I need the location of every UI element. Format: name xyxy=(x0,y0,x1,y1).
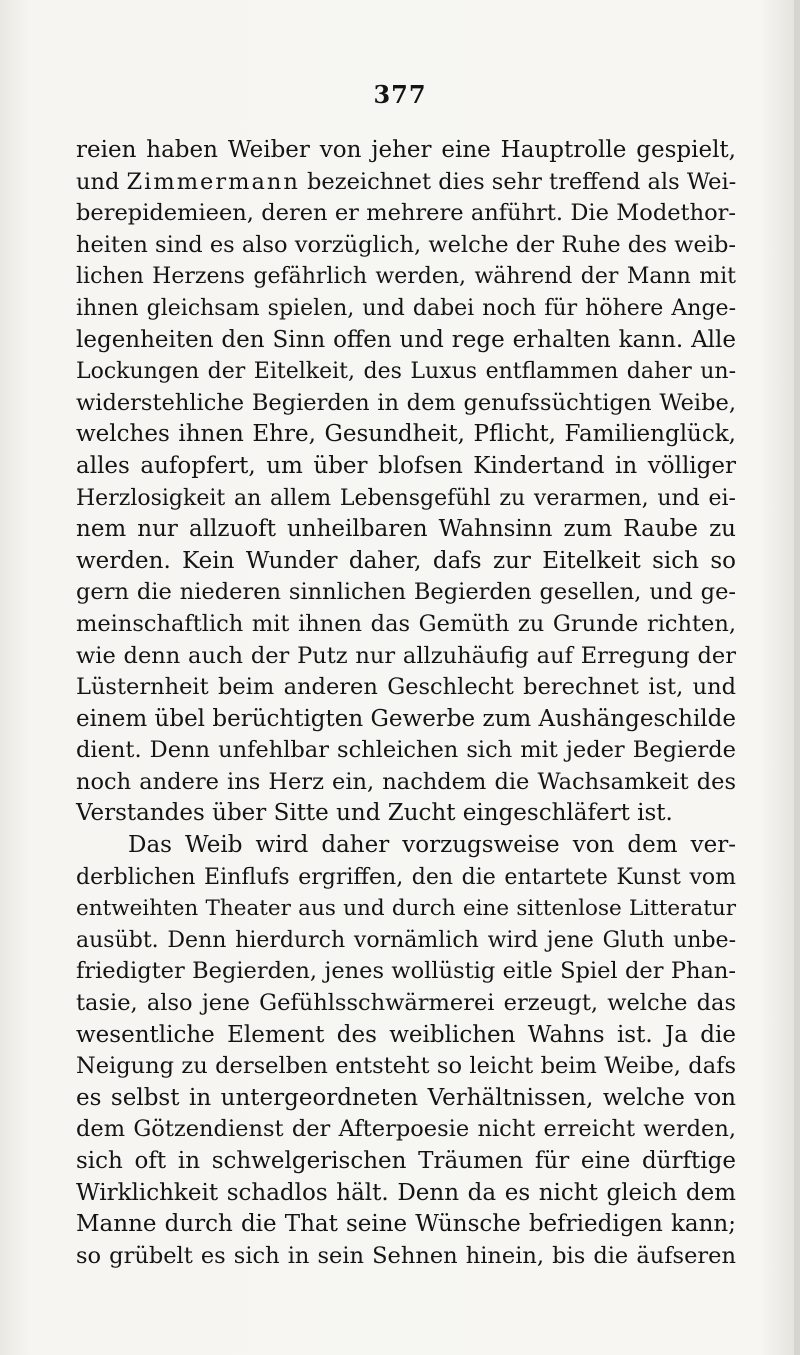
text-run: bezeichnet dies sehr treffend als Wei- xyxy=(299,168,737,195)
page-number: 377 xyxy=(373,80,427,109)
text-line: ausübt. Denn hierdurch vornämlich wird jene Gluth unbe- xyxy=(76,927,736,953)
text-line: heiten sind es also vorzüglich, welche der Ruhe des weib- xyxy=(76,231,736,258)
text-line: entweihten Theater aus und durch eine sittenlose Litteratur xyxy=(76,896,736,922)
text-line: wesentliche Element des weiblichen Wahns ist. Ja die xyxy=(76,1021,736,1048)
paragraph-start-line: Das Weib wird daher vorzugsweise von dem ver- xyxy=(128,832,736,859)
text-line: legenheiten den Sinn offen und rege erhalten kann. Alle xyxy=(76,326,736,353)
text-line: derblichen Einflufs ergriffen, den die entartete Kunst vom xyxy=(76,864,736,890)
text-line: dem Götzendienst der Afterpoesie nicht erreicht werden, xyxy=(76,1116,736,1143)
text-line: wie denn auch der Putz nur allzuhäufig auf Erregung der xyxy=(76,642,736,669)
text-line: es selbst in untergeordneten Verhältnissen, welche von xyxy=(76,1084,736,1111)
text-run: und xyxy=(76,168,127,195)
text-line: meinschaftlich mit ihnen das Gemüth zu Grunde richten, xyxy=(76,610,736,637)
text-line: alles aufopfert, um über blofsen Kindertand in völliger xyxy=(76,452,736,479)
text-line: widerstehliche Begierden in dem genufssüchtigen Weibe, xyxy=(76,389,736,416)
text-line: welches ihnen Ehre, Gesundheit, Pflicht, Familienglück, xyxy=(76,421,736,448)
text-line: noch andere ins Herz ein, nachdem die Wachsamkeit des xyxy=(76,768,736,795)
text-line xyxy=(76,167,736,199)
text-line: einem übel berüchtigten Gewerbe zum Aushängeschilde xyxy=(76,705,736,732)
text-line: Wirklichkeit schadlos hält. Denn da es nicht gleich dem xyxy=(76,1179,736,1206)
text-line: dient. Denn unfehlbar schleichen sich mit jeder Begierde xyxy=(76,737,736,764)
text-line: Lockungen der Eitelkeit, des Luxus entflammen daher un- xyxy=(76,359,736,385)
text-line: reien haben Weiber von jeher eine Hauptrolle gespielt, xyxy=(76,137,736,163)
text-line: tasie, also jene Gefühlsschwärmerei erzeugt, welche das xyxy=(76,990,736,1017)
spaced-name-zimmermann: Zimmermann xyxy=(126,168,300,195)
text-line: ihnen gleichsam spielen, und dabei noch für höhere Ange- xyxy=(76,295,736,321)
paragraph-end-line: Verstandes über Sitte und Zucht eingeschläfert ist. xyxy=(76,800,673,827)
text-line: nem nur allzuoft unheilbaren Wahnsinn zum Raube zu xyxy=(76,516,736,543)
text-line: Lüsternheit beim anderen Geschlecht berechnet ist, und xyxy=(76,674,736,701)
text-line: so grübelt es sich in sein Sehnen hinein, bis die äufseren xyxy=(76,1242,736,1269)
text-line: lichen Herzens gefährlich werden, während der Mann mit xyxy=(76,264,736,290)
page-edge-shadow xyxy=(794,0,800,1355)
text-line: Herzlosigkeit an allem Lebensgefühl zu verarmen, und ei- xyxy=(76,485,736,511)
text-line: friedigter Begierden, jenes wollüstig eitle Spiel der Phan- xyxy=(76,958,736,985)
text-line: Neigung zu derselben entsteht so leicht beim Weibe, dafs xyxy=(76,1053,736,1080)
text-line: gern die niederen sinnlichen Begierden gesellen, und ge- xyxy=(76,579,736,606)
text-line: sich oft in schwelgerischen Träumen für eine dürftige xyxy=(76,1148,736,1174)
text-line: berepidemieen, deren er mehrere anführt. Die Modethor- xyxy=(76,200,736,227)
text-line: werden. Kein Wunder daher, dafs zur Eitelkeit sich so xyxy=(76,547,736,574)
body-text xyxy=(76,135,736,1272)
text-line: Manne durch die That seine Wünsche befriedigen kann; xyxy=(76,1211,736,1238)
